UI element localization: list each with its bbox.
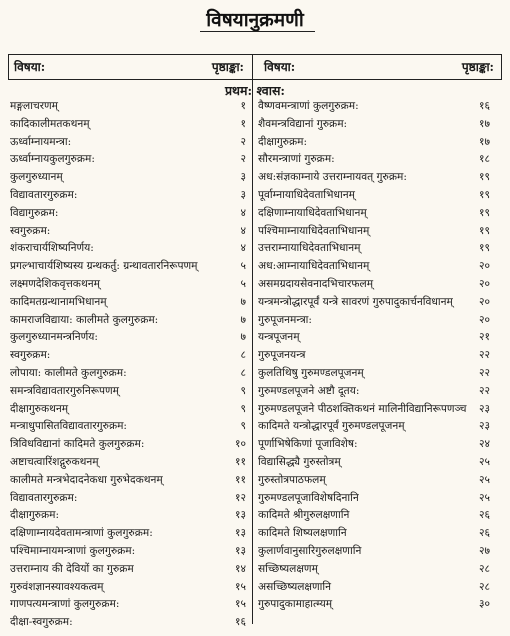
toc-entry <box>258 454 500 472</box>
toc-entry-title: गुरुपादुकामाहात्म्यम् <box>258 598 333 611</box>
toc-entry-page: २३ <box>478 402 490 415</box>
toc-entry-page: २५ <box>478 455 490 468</box>
toc-entry-page: २६ <box>478 527 490 540</box>
toc-entry-title: असच्छिष्यलक्षणानि <box>258 580 332 593</box>
toc-entry-page: १३ <box>234 527 246 540</box>
toc-entry <box>258 98 500 116</box>
column-divider <box>252 54 253 624</box>
toc-entry-page: १९ <box>478 242 490 255</box>
toc-entry-title: अध:संज्ञकाम्नाये उत्तराम्नायवत् गुरुक्रम: <box>258 171 407 184</box>
toc-entry-title: दीक्षागुरुकथनम् <box>10 402 69 415</box>
toc-entry-page: २६ <box>478 509 490 522</box>
toc-entry-title: दक्षिणाम्नायाधिदेवताभिधानम् <box>258 206 367 219</box>
toc-entry-page: २४ <box>478 438 490 451</box>
toc-entry <box>258 507 500 525</box>
toc-entry-title: गुरुपूजनयन्त्र <box>258 349 306 362</box>
toc-entry-page: १५ <box>234 598 246 611</box>
toc-entry <box>258 543 500 561</box>
toc-entry <box>10 383 250 401</box>
toc-entry-title: उत्तराम्नायाधिदेवताभिधानम् <box>258 242 361 255</box>
subject-header: विषया: <box>264 60 296 74</box>
toc-entry-title: ऊर्ध्वाम्नायकुलगुरुक्रम: <box>10 153 95 166</box>
toc-entry <box>258 258 500 276</box>
toc-entry-page: १४ <box>234 562 246 575</box>
toc-entry-title: गुरुस्तोत्रपाठफलम् <box>258 473 326 486</box>
toc-entry <box>258 151 500 169</box>
toc-entry-page: ७ <box>240 331 246 344</box>
toc-entry-page: १९ <box>478 171 490 184</box>
toc-entry <box>258 436 500 454</box>
toc-entry <box>258 223 500 241</box>
toc-entry-page: १९ <box>478 188 490 201</box>
toc-entry-title: विद्यावतारगुरुक्रम: <box>10 491 78 504</box>
toc-entry <box>258 169 500 187</box>
toc-entry-title: स्वगुरुक्रम: <box>10 224 51 237</box>
toc-entry <box>258 365 500 383</box>
toc-entry-page: ७ <box>240 313 246 326</box>
toc-entry-title: कादिमते श्रीगुरुलक्षणानि <box>258 509 350 522</box>
toc-entry <box>258 329 500 347</box>
toc-entry-page: ५ <box>240 277 246 290</box>
toc-entry-page: ३ <box>240 188 246 201</box>
toc-entry <box>258 561 500 579</box>
toc-entry <box>10 490 250 508</box>
toc-entry-page: १६ <box>234 616 246 629</box>
toc-entry-title: गाणपत्यमन्त्राणां कुलगुरुक्रम: <box>10 598 120 611</box>
toc-entry-page: २ <box>240 153 246 166</box>
toc-entry-page: १ <box>240 117 246 130</box>
toc-entry-title: विद्यागुरुक्रम: <box>10 206 59 219</box>
toc-entry-title: कादिमते शिष्यलक्षणानि <box>258 527 347 540</box>
toc-entry <box>10 134 250 152</box>
toc-entry <box>258 347 500 365</box>
toc-entry <box>10 151 250 169</box>
toc-entry-page: ८ <box>240 349 246 362</box>
toc-entry-page: ९ <box>240 402 246 415</box>
toc-entry-title: गुरुमण्डलपूजने पीठशक्तिकथनं मालिनीविद्यानिरूपणञ्च <box>258 402 467 415</box>
toc-entry-page: २८ <box>478 580 490 593</box>
toc-entry-page: २ <box>240 135 246 148</box>
toc-entry-page: ११ <box>234 473 246 486</box>
page-title: विषयानुक्रमणी <box>206 9 304 31</box>
toc-entry-page: १३ <box>234 509 246 522</box>
toc-entry-title: दीक्षागुरुक्रम: <box>258 135 308 148</box>
toc-entry-page: २३ <box>478 420 490 433</box>
toc-entry-page: ११ <box>234 455 246 468</box>
toc-entry <box>258 116 500 134</box>
toc-entry <box>10 205 250 223</box>
toc-entry-title: विद्यासिद्ध्यै गुरुस्तोत्रम् <box>258 455 341 468</box>
toc-entry-page: ४ <box>240 224 246 237</box>
toc-entry-page: १९ <box>478 224 490 237</box>
toc-entry-page: १८ <box>478 153 490 166</box>
toc-entry <box>10 614 250 632</box>
toc-column-left <box>10 98 250 632</box>
toc-column-right <box>258 98 500 614</box>
toc-entry-title: समन्त्रविद्यावतारगुरुनिरूपणम् <box>10 384 120 397</box>
toc-entry-title: कादिमतग्रन्थानामभिधानम् <box>10 295 107 308</box>
toc-entry-page: २५ <box>478 473 490 486</box>
toc-entry-title: गुरुमण्डलपूजाविशेषदिनानि <box>258 491 359 504</box>
toc-entry <box>258 418 500 436</box>
toc-entry-page: ५ <box>240 260 246 273</box>
toc-entry-title: लोपाया: कालीमते कुलगुरुक्रम: <box>10 366 127 379</box>
toc-entry-title: अष्टाचत्वारिंशद्गुरुकथनम् <box>10 455 99 468</box>
toc-entry-page: ७ <box>240 295 246 308</box>
toc-entry-title: विद्यावतारगुरुक्रम: <box>10 188 78 201</box>
toc-entry <box>258 276 500 294</box>
toc-entry-page: ४ <box>240 242 246 255</box>
toc-entry-page: ९ <box>240 384 246 397</box>
toc-entry-title: कुलगुरुध्यानम् <box>10 171 63 184</box>
section-heading: प्रथम: श्वास: <box>224 83 286 98</box>
toc-entry <box>258 383 500 401</box>
toc-entry-title: त्रिविधविद्यानां कादिमते कुलगुरुक्रम: <box>10 438 145 451</box>
toc-entry <box>10 418 250 436</box>
toc-entry-page: २२ <box>478 349 490 362</box>
toc-entry-page: १ <box>240 100 246 112</box>
page-number-header: पृष्ठाङ्का: <box>461 60 494 74</box>
toc-entry <box>10 561 250 579</box>
toc-entry <box>10 276 250 294</box>
toc-entry-title: कादिकालीमतकथनम् <box>10 117 90 130</box>
toc-entry-page: ९ <box>240 420 246 433</box>
subject-header: विषया: <box>14 60 46 74</box>
toc-entry <box>258 205 500 223</box>
toc-entry <box>258 134 500 152</box>
toc-entry-title: मङ्गलाचरणम् <box>10 100 59 112</box>
toc-entry-title: असमग्रदायसेवनादभिचारफलम् <box>258 277 374 290</box>
toc-entry-title: दीक्षा-स्वगुरुक्रम: <box>10 616 73 629</box>
toc-entry <box>258 596 500 614</box>
toc-entry-title: गुरुवंशज्ञानस्यावश्यकत्वम् <box>10 580 104 593</box>
toc-entry-title: गुरुपूजनमन्त्रा: <box>258 313 312 326</box>
toc-entry <box>10 454 250 472</box>
toc-entry-title: शंकराचार्यशिष्यनिर्णय: <box>10 242 94 255</box>
toc-entry-title: वैष्णवमन्त्राणां कुलगुरुक्रम: <box>258 100 359 112</box>
toc-entry <box>258 579 500 597</box>
toc-entry <box>10 507 250 525</box>
toc-entry-title: यन्त्रमन्त्रोद्धारपूर्वं यन्त्रे सावरणं गुरुपादुकार्चनविधानम् <box>258 295 453 308</box>
toc-entry-title: कुलार्णवानुसारिगुरुलक्षणानि <box>258 544 362 557</box>
toc-entry-page: १२ <box>234 491 246 504</box>
toc-entry <box>10 258 250 276</box>
title-underline <box>200 31 315 32</box>
toc-entry-title: अध:आम्नायाधिदेवताभिधानम् <box>258 260 370 273</box>
toc-entry-title: सौरमन्त्राणां गुरुक्रम: <box>258 153 335 166</box>
toc-entry-title: स्वगुरुक्रम: <box>10 349 51 362</box>
toc-entry <box>10 98 250 116</box>
toc-entry-page: २७ <box>478 544 490 557</box>
toc-entry-page: २० <box>478 295 490 308</box>
toc-entry <box>258 401 500 419</box>
toc-entry-title: लक्ष्मणदेशिकवृत्तकथनम् <box>10 277 100 290</box>
toc-entry <box>10 525 250 543</box>
toc-entry-page: २० <box>478 277 490 290</box>
toc-entry-title: पूर्णाभिषेकिणां पूजाविशेष: <box>258 438 358 451</box>
toc-entry <box>10 116 250 134</box>
toc-entry <box>10 401 250 419</box>
toc-entry-title: गुरुमण्डलपूजने अष्टौ दूतय: <box>258 384 360 397</box>
toc-entry-title: कामराजविद्याया: कालीमते कुलगुरुक्रम: <box>10 313 159 326</box>
toc-entry-title: कुलतिथिषु गुरुमण्डलपूजनम् <box>258 366 364 379</box>
toc-entry <box>10 347 250 365</box>
toc-entry-title: पश्चिमाम्नायमन्त्राणां कुलगुरुक्रम: <box>10 544 136 557</box>
toc-entry-title: शैवमन्त्रविद्यानां गुरुक्रम: <box>258 117 348 130</box>
toc-entry-title: उत्तराम्नाय की देवियों का गुरुक्रम <box>10 562 134 575</box>
toc-entry <box>10 223 250 241</box>
toc-entry-page: ३ <box>240 171 246 184</box>
toc-entry-page: २१ <box>478 331 490 344</box>
toc-entry <box>10 240 250 258</box>
toc-entry <box>10 365 250 383</box>
toc-entry-page: ३० <box>478 598 490 611</box>
toc-entry <box>10 187 250 205</box>
toc-entry-title: ऊर्ध्वाम्नायमन्त्रा: <box>10 135 72 148</box>
toc-entry <box>10 169 250 187</box>
toc-entry-page: २० <box>478 260 490 273</box>
toc-entry-page: ८ <box>240 366 246 379</box>
toc-entry-page: १६ <box>478 100 490 112</box>
toc-entry <box>10 472 250 490</box>
toc-entry <box>258 525 500 543</box>
toc-entry-title: कालीमते मन्त्रभेदादनेकधा गुरुभेदकथनम् <box>10 473 163 486</box>
toc-entry <box>10 543 250 561</box>
toc-entry-page: २० <box>478 313 490 326</box>
toc-entry-title: यन्त्रपूजनम् <box>258 331 300 344</box>
toc-entry <box>258 490 500 508</box>
toc-entry-page: १० <box>234 438 246 451</box>
toc-entry-title: सच्छिष्यलक्षणम् <box>258 562 318 575</box>
toc-entry-page: १३ <box>234 544 246 557</box>
column-header-left <box>8 52 252 80</box>
toc-entry-title: कुलगुरुध्यानमन्त्रनिर्णय: <box>10 331 98 344</box>
toc-entry-title: दीक्षागुरुक्रम: <box>10 509 60 522</box>
toc-entry <box>258 312 500 330</box>
toc-entry-title: कादिमते यन्त्रोद्धारपूर्वं गुरुमण्डलपूजनम् <box>258 420 405 433</box>
toc-entry-page: २८ <box>478 562 490 575</box>
toc-entry-page: ४ <box>240 206 246 219</box>
toc-entry <box>10 579 250 597</box>
toc-entry-page: १७ <box>478 135 490 148</box>
toc-entry <box>258 294 500 312</box>
toc-entry-page: १७ <box>478 117 490 130</box>
toc-entry <box>258 187 500 205</box>
toc-entry-page: २२ <box>478 384 490 397</box>
toc-entry <box>10 294 250 312</box>
toc-entry-title: पश्चिमाम्नायाधिदेवताभिधानम् <box>258 224 370 237</box>
toc-entry-title: प्रगल्भाचार्यशिष्यस्य ग्रन्थकर्तु: ग्रन्थावतारनिरूपणम् <box>10 260 198 273</box>
column-header-right <box>258 52 502 80</box>
toc-entry <box>10 436 250 454</box>
toc-entry <box>258 240 500 258</box>
toc-entry <box>10 329 250 347</box>
toc-entry-page: २२ <box>478 366 490 379</box>
toc-entry-title: दक्षिणाम्नायदेवतामन्त्राणां कुलगुरुक्रम: <box>10 527 153 540</box>
page-number-header: पृष्ठाङ्का: <box>211 60 244 74</box>
toc-entry-title: मन्त्राधुपासितविद्यावतारगुरुक्रम: <box>10 420 127 433</box>
toc-entry <box>258 472 500 490</box>
toc-entry-page: २५ <box>478 491 490 504</box>
toc-entry-page: १५ <box>234 580 246 593</box>
toc-entry-page: १९ <box>478 206 490 219</box>
toc-entry <box>10 596 250 614</box>
toc-entry <box>10 312 250 330</box>
toc-entry-title: पूर्वाम्नायाधिदेवताभिधानम् <box>258 188 355 201</box>
